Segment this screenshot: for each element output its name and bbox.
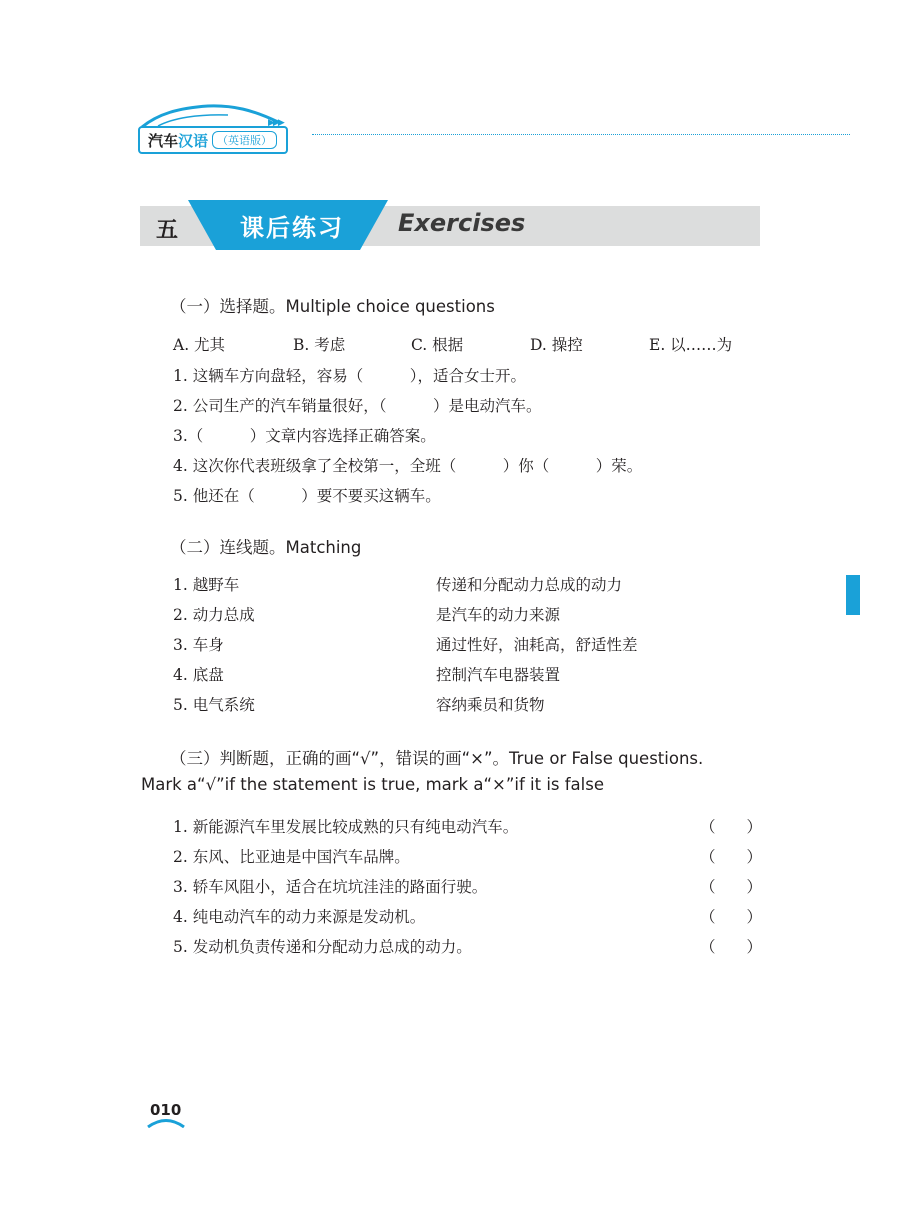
option-e: E. 以……为 bbox=[649, 336, 733, 354]
section-title-cn: 课后练习 bbox=[240, 213, 344, 242]
part3-heading-line2: Mark a“√”if the statement is true, mark a“×”if it is false bbox=[141, 775, 604, 794]
answer-blank-5: （ ） bbox=[700, 938, 763, 956]
page-number-arc-icon bbox=[146, 1116, 186, 1128]
answer-blank-4: （ ） bbox=[700, 908, 763, 926]
option-b: B. 考虑 bbox=[293, 336, 346, 354]
part2-heading: （二）连线题。Matching bbox=[170, 538, 362, 557]
answer-blank-3: （ ） bbox=[700, 878, 763, 896]
match-right-5: 容纳乘员和货物 bbox=[436, 696, 545, 714]
arrows-icon: ▶▶▶ bbox=[268, 118, 283, 128]
part1-heading: （一）选择题。Multiple choice questions bbox=[170, 297, 495, 316]
answer-blank-2: （ ） bbox=[700, 848, 763, 866]
question-5: 5. 他还在（ ）要不要买这辆车。 bbox=[173, 487, 441, 505]
match-left-3: 3. 车身 bbox=[173, 636, 224, 654]
match-left-2: 2. 动力总成 bbox=[173, 606, 255, 624]
match-right-2: 是汽车的动力来源 bbox=[436, 606, 561, 624]
statement-5: 5. 发动机负责传递和分配动力总成的动力。 bbox=[173, 938, 472, 956]
book-title-b: 汉语 bbox=[178, 131, 209, 150]
statement-3: 3. 轿车风阻小，适合在坑坑洼洼的路面行驶。 bbox=[173, 878, 488, 896]
section-title-en: Exercises bbox=[398, 209, 526, 237]
match-right-3: 通过性好，油耗高，舒适性差 bbox=[436, 636, 638, 654]
option-c: C. 根据 bbox=[411, 336, 464, 354]
option-a: A. 尤其 bbox=[173, 336, 226, 354]
statement-1: 1. 新能源汽车里发展比较成熟的只有纯电动汽车。 bbox=[173, 818, 519, 836]
match-right-1: 传递和分配动力总成的动力 bbox=[436, 576, 623, 594]
match-left-4: 4. 底盘 bbox=[173, 666, 224, 684]
statement-4: 4. 纯电动汽车的动力来源是发动机。 bbox=[173, 908, 426, 926]
part3-heading-line1: （三）判断题，正确的画“√”，错误的画“×”。True or False questions. bbox=[170, 749, 704, 768]
question-4: 4. 这次你代表班级拿了全校第一，全班（ ）你（ ）荣。 bbox=[173, 457, 643, 475]
option-d: D. 操控 bbox=[530, 336, 583, 354]
match-left-1: 1. 越野车 bbox=[173, 576, 240, 594]
header-dotted-line bbox=[312, 134, 850, 135]
answer-blank-1: （ ） bbox=[700, 818, 763, 836]
book-title-c: （英语版） bbox=[212, 131, 277, 149]
match-left-5: 5. 电气系统 bbox=[173, 696, 255, 714]
chapter-side-tab bbox=[846, 575, 860, 615]
match-right-4: 控制汽车电器装置 bbox=[436, 666, 561, 684]
section-number: 五 bbox=[156, 217, 179, 243]
statement-2: 2. 东风、比亚迪是中国汽车品牌。 bbox=[173, 848, 410, 866]
page-number: 010 bbox=[150, 1101, 182, 1119]
book-title-a: 汽车 bbox=[148, 131, 179, 150]
book-title-badge bbox=[138, 126, 288, 154]
question-2: 2. 公司生产的汽车销量很好，（ ）是电动汽车。 bbox=[173, 397, 542, 415]
question-3: 3.（ ）文章内容选择正确答案。 bbox=[173, 427, 436, 445]
question-1: 1. 这辆车方向盘轻，容易（ ），适合女士开。 bbox=[173, 367, 526, 385]
